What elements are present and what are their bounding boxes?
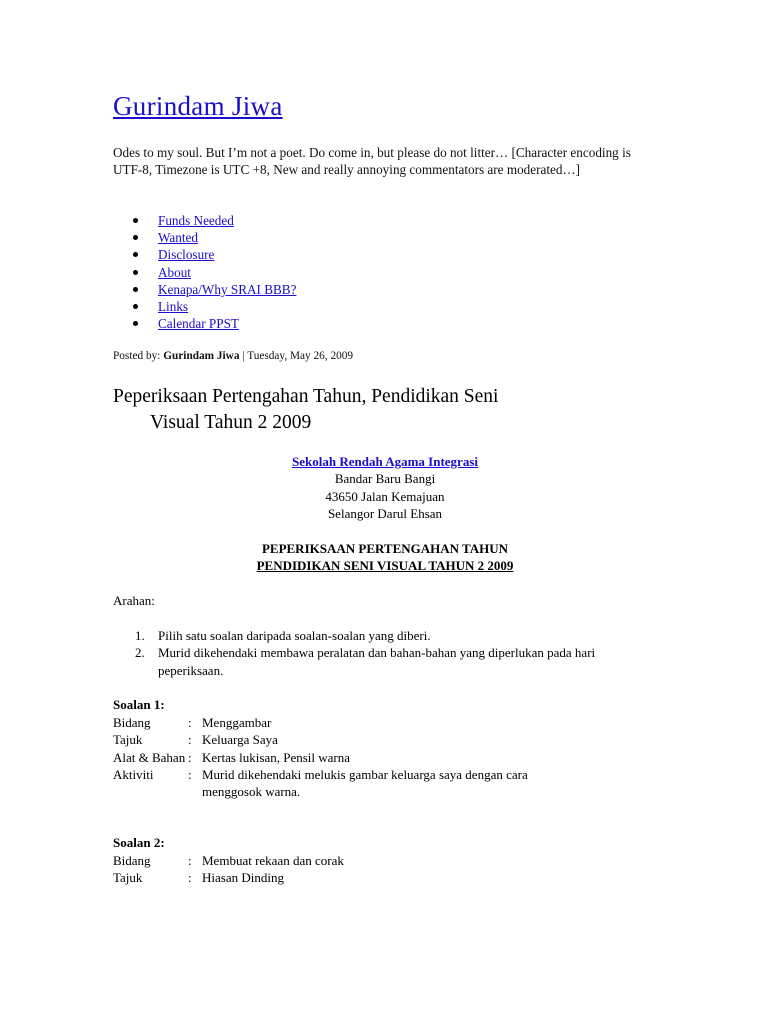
post-title-line2: Visual Tahun 2 2009 bbox=[150, 412, 312, 433]
nav-link-about[interactable]: About bbox=[158, 264, 191, 280]
school-address-line3: Selangor Darul Ehsan bbox=[327, 506, 443, 522]
question2-heading: Soalan 2: bbox=[113, 835, 165, 850]
instructions-label: Arahan: bbox=[113, 593, 155, 608]
nav-link-links[interactable]: Links bbox=[158, 298, 189, 314]
table-row: Tajuk : Hiasan Dinding bbox=[113, 870, 284, 886]
post-author: Gurindam Jiwa bbox=[163, 350, 240, 362]
nav-link-disclosure[interactable]: Disclosure bbox=[158, 247, 215, 263]
bullet-icon bbox=[133, 252, 138, 257]
question2-table bbox=[113, 852, 562, 887]
post-title-line1: Peperiksaan Pertengahan Tahun, Pendidikan Seni bbox=[113, 386, 499, 407]
question1-heading: Soalan 1: bbox=[113, 697, 165, 712]
bullet-icon bbox=[133, 304, 138, 309]
school-name-link[interactable]: Sekolah Rendah Agama Integrasi bbox=[292, 454, 478, 469]
table-row: Alat & Bahan : Kertas lukisan, Pensil warna bbox=[113, 749, 351, 765]
bullet-icon bbox=[133, 287, 138, 292]
bullet-icon bbox=[133, 270, 138, 275]
nav-link-kenapa[interactable]: Kenapa/Why SRAI BBB? bbox=[158, 281, 297, 297]
instruction-item: 2. Murid dikehendaki membawa peralatan dan bahan-bahan yang diperlukan pada hari peperiksaan. bbox=[135, 645, 596, 678]
instructions-list bbox=[113, 627, 653, 679]
bullet-icon bbox=[133, 321, 138, 326]
table-row: Bidang : Membuat rekaan dan corak bbox=[113, 853, 344, 868]
exam-heading bbox=[113, 540, 657, 575]
nav-item-wanted bbox=[113, 229, 296, 246]
instruction-text: Murid dikehendaki membawa peralatan dan bahan-bahan yang diperlukan pada hari peperiksaan. bbox=[158, 645, 596, 678]
nav-link-wanted[interactable]: Wanted bbox=[158, 230, 198, 246]
posted-by-label: Posted by: bbox=[113, 350, 161, 362]
nav-item-about bbox=[113, 264, 296, 281]
nav-list bbox=[113, 212, 296, 332]
exam-heading-line2: PENDIDIKAN SENI VISUAL TAHUN 2 2009 bbox=[256, 558, 514, 574]
nav-item-links bbox=[113, 298, 296, 315]
nav-item-disclosure bbox=[113, 246, 296, 263]
blog-tagline: Odes to my soul. But I’m not a poet. Do come in, but please do not litter… [Character encoding is UTF-8, Timezone is UTC +8, New and really annoying commentators are moderated…] bbox=[113, 145, 631, 178]
school-address-line1: Bandar Baru Bangi bbox=[334, 471, 436, 487]
exam-heading-line1: PEPERIKSAAN PERTENGAHAN TAHUN bbox=[261, 541, 509, 556]
nav-item-kenapa bbox=[113, 281, 296, 298]
nav-item-funds-needed bbox=[113, 212, 296, 229]
instruction-text: Pilih satu soalan daripada soalan-soalan yang diberi. bbox=[158, 628, 431, 643]
post-title bbox=[113, 384, 633, 436]
question1-table bbox=[113, 714, 562, 800]
post-date: | Tuesday, May 26, 2009 bbox=[242, 350, 354, 362]
blog-title-link[interactable]: Gurindam Jiwa bbox=[113, 91, 283, 121]
table-row: Bidang : Menggambar bbox=[113, 715, 272, 730]
post-meta bbox=[113, 350, 353, 362]
nav-item-calendar bbox=[113, 315, 296, 332]
instruction-item: 1. Pilih satu soalan daripada soalan-soalan yang diberi. bbox=[135, 628, 431, 643]
school-address bbox=[113, 453, 657, 523]
nav-link-calendar[interactable]: Calendar PPST bbox=[158, 316, 239, 332]
bullet-icon bbox=[133, 218, 138, 223]
table-row: Tajuk : Keluarga Saya bbox=[113, 732, 278, 748]
table-row: Aktiviti : Murid dikehendaki melukis gambar keluarga saya dengan cara menggosok warna. bbox=[113, 766, 528, 800]
bullet-icon bbox=[133, 235, 138, 240]
nav-link-funds-needed[interactable]: Funds Needed bbox=[158, 213, 234, 228]
school-address-line2: 43650 Jalan Kemajuan bbox=[325, 488, 445, 504]
